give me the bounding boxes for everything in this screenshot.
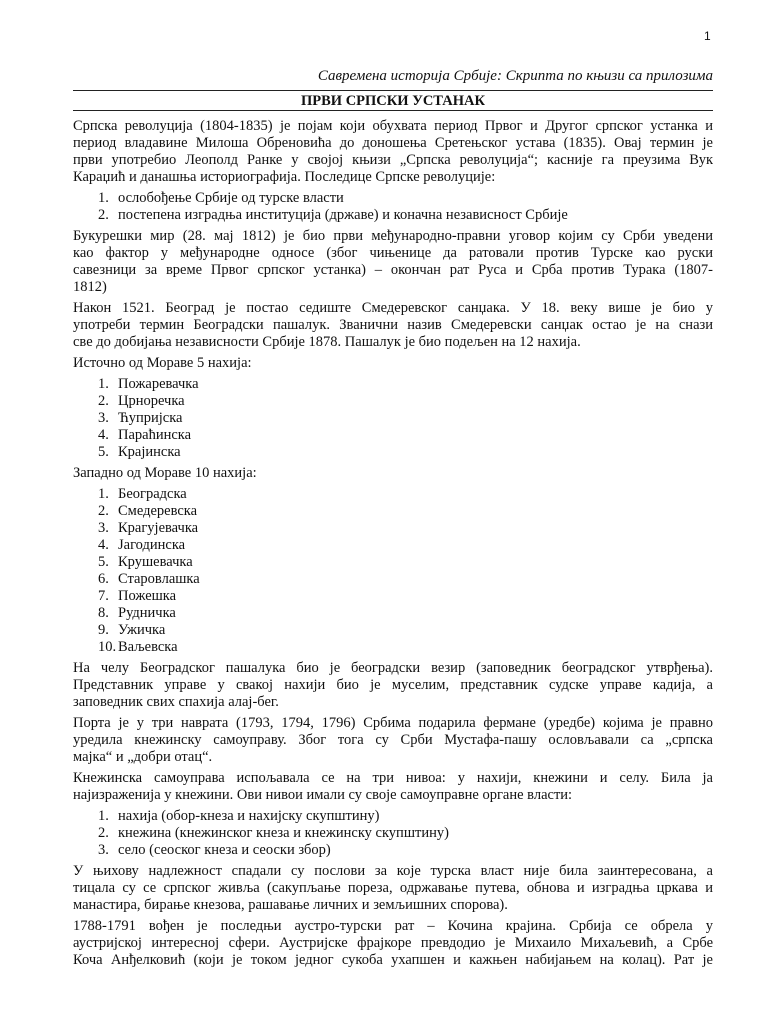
- list-item-text: Крушевачка: [118, 554, 193, 570]
- list-item-text: Смедеревска: [118, 503, 198, 519]
- paragraph-line: На челу Београдског пашалука био је београдски везир (заповедник београдског утврђења).: [73, 660, 713, 676]
- list-number: 1.: [98, 808, 109, 824]
- paragraph-line: заповедник свих спахија алај-бег.: [73, 694, 279, 710]
- paragraph: [73, 660, 713, 711]
- paragraph-line: Западно од Мораве 10 нахија:: [73, 465, 257, 481]
- list-number: 3.: [98, 520, 109, 536]
- list-item: [73, 808, 713, 825]
- paragraph-line: најизраженија у кнежини. Ови нивои имали су своје самоуправне органе власти:: [73, 787, 573, 803]
- paragraph: [73, 918, 713, 969]
- list-item-text: Крајинска: [118, 444, 181, 460]
- list-item: [73, 190, 713, 207]
- paragraph-line: мајка“ и „добри отац“.: [73, 749, 213, 765]
- list-item-text: Београдска: [118, 486, 187, 502]
- paragraph-line: тицала су се српског живља (сакупљање пореза, одржавање путева, обнова и изградња цркава и: [73, 880, 713, 896]
- list-item-text: Параћинска: [118, 427, 192, 443]
- list-item: [73, 537, 713, 554]
- section-title: ПРВИ СРПСКИ УСТАНАК: [300, 93, 485, 109]
- paragraph: [73, 770, 713, 804]
- list-item: [73, 842, 713, 859]
- list-item: [73, 605, 713, 622]
- list-number: 4.: [98, 537, 109, 553]
- list-number: 3.: [98, 842, 109, 858]
- paragraph-line: Букурешки мир (28. мај 1812) је био први међународно-правни уговор којим су Срби уведени: [73, 228, 713, 244]
- list-number: 1.: [98, 376, 109, 392]
- list-number: 4.: [98, 427, 109, 443]
- paragraph-line: Источно од Мораве 5 нахија:: [73, 355, 252, 371]
- list-item: [73, 444, 713, 461]
- numbered-list: [73, 190, 713, 224]
- paragraph: [73, 228, 713, 296]
- paragraph-line: аустријској интересној сфери. Аустријске фрајкоре превдодио је Михаило Михаљевић, а Србе: [73, 935, 713, 951]
- list-number: 5.: [98, 554, 109, 570]
- paragraph-line: први употребио Леополд Ранке у својој књизи „Српска револуција“; касније га преузима Вук: [73, 152, 713, 168]
- list-item-text: Пожешка: [118, 588, 177, 604]
- paragraph: [73, 715, 713, 766]
- paragraph-line: савезници за време Првог српског устанка) – окончан рат Руса и Срба против Турака (1807-: [73, 262, 713, 278]
- list-item: [73, 639, 713, 656]
- list-number: 5.: [98, 444, 109, 460]
- header-rule-bottom: [73, 110, 713, 111]
- numbered-list: [73, 486, 713, 656]
- list-item-text: кнежина (кнежинског кнеза и кнежинску скупштину): [118, 825, 449, 841]
- list-item: [73, 376, 713, 393]
- paragraph-line: 1788-1791 вођен је последњи аустро-турски рат – Кочина крајина. Србија се обрела у: [73, 918, 713, 934]
- header-rule-top: [73, 90, 713, 91]
- paragraph: [73, 300, 713, 351]
- list-item: [73, 427, 713, 444]
- list-number: 2.: [98, 207, 109, 223]
- list-item-text: ослобођење Србије од турске власти: [118, 190, 344, 206]
- paragraph-line: Након 1521. Београд је постао седиште Смедеревског санџака. У 18. веку више је био у: [73, 300, 713, 316]
- paragraph-line: као фактор у међународне односе (због чињенице да ратовали против Турске као руски: [73, 245, 713, 261]
- paragraph-line: У њихову надлежност спадали су послови за које турска власт није била заинтересована, а: [73, 863, 713, 879]
- list-item-text: село (сеоског кнеза и сеоски збор): [118, 842, 331, 858]
- paragraph: [73, 465, 713, 482]
- paragraph-line: употреби термин Београдски пашалук. Званични назив Смедеревски санџак остао је на снази: [73, 317, 713, 333]
- list-item: [73, 393, 713, 410]
- list-item: [73, 486, 713, 503]
- list-item-text: Јагодинска: [118, 537, 186, 553]
- list-item: [73, 554, 713, 571]
- list-item: [73, 503, 713, 520]
- page-number: 1: [704, 29, 711, 43]
- list-number: 1.: [98, 486, 109, 502]
- list-item: [73, 207, 713, 224]
- list-item-text: Пожаревачка: [118, 376, 199, 392]
- numbered-list: [73, 376, 713, 461]
- list-number: 9.: [98, 622, 109, 638]
- list-number: 8.: [98, 605, 109, 621]
- paragraph: [73, 118, 713, 186]
- paragraph-line: Кнежинска самоуправа испољавала се на три нивоа: у нахији, кнежини и селу. Била ја: [73, 770, 713, 786]
- running-header: Савремена историја Србије: Скрипта по књизи са прилозима: [317, 68, 713, 84]
- paragraph-line: Порта је у три наврата (1793, 1794, 1796) Србима подарила фермане (уредбе) којима је правно: [73, 715, 713, 731]
- paragraph: [73, 863, 713, 914]
- list-number: 7.: [98, 588, 109, 604]
- list-item-text: Крагујевачка: [118, 520, 199, 536]
- list-item-text: Старовлашка: [118, 571, 200, 587]
- list-number: 6.: [98, 571, 109, 587]
- list-item-text: Ћупријска: [118, 410, 183, 426]
- list-item-text: Рудничка: [118, 605, 176, 621]
- list-number: 2.: [98, 503, 109, 519]
- list-item: [73, 588, 713, 605]
- list-item: [73, 571, 713, 588]
- paragraph-line: Српска револуција (1804-1835) је појам који обухвата период Првог и Другог српског устанка и: [73, 118, 713, 134]
- list-number: 1.: [98, 190, 109, 206]
- paragraph-line: период владавине Милоша Обреновића до доношења Сретењског устава (1835). Овај термин је: [73, 135, 713, 151]
- paragraph-line: Представник управе у свакој нахији био је муселим, представник судске управе кадија, а: [73, 677, 713, 693]
- list-number: 2.: [98, 825, 109, 841]
- list-item: [73, 520, 713, 537]
- list-item-text: Ваљевска: [118, 639, 178, 655]
- numbered-list: [73, 808, 713, 859]
- paragraph-line: све до добијања независности Србије 1878. Пашалук је био подељен на 12 нахија.: [73, 334, 581, 350]
- list-item: [73, 410, 713, 427]
- paragraph: [73, 355, 713, 372]
- document-body: [73, 114, 713, 969]
- list-item: [73, 825, 713, 842]
- list-item-text: Ужичка: [118, 622, 166, 638]
- paragraph-line: Караџић и данашња историографија. Последице Српске револуције:: [73, 169, 496, 185]
- list-number: 3.: [98, 410, 109, 426]
- paragraph-line: уредила кнежинску самоуправу. Због тога су Срби Мустафа-пашу ословљавали са „српска: [73, 732, 713, 748]
- list-number: 2.: [98, 393, 109, 409]
- list-item-text: постепена изградња институција (државе) и коначна независност Србије: [118, 207, 568, 223]
- list-number: 10.: [98, 639, 117, 655]
- paragraph-line: манастира, бирање кнезова, рашавање личних и земљишних спорова).: [73, 897, 508, 913]
- list-item: [73, 622, 713, 639]
- list-item-text: нахија (обор-кнеза и нахијску скупштину): [118, 808, 380, 824]
- list-item-text: Црноречка: [118, 393, 185, 409]
- paragraph-line: Коча Анђелковић (који је током једног сукоба ухапшен и кажњен набијањем на колац). Рат је: [73, 952, 713, 968]
- paragraph-line: 1812): [73, 279, 107, 295]
